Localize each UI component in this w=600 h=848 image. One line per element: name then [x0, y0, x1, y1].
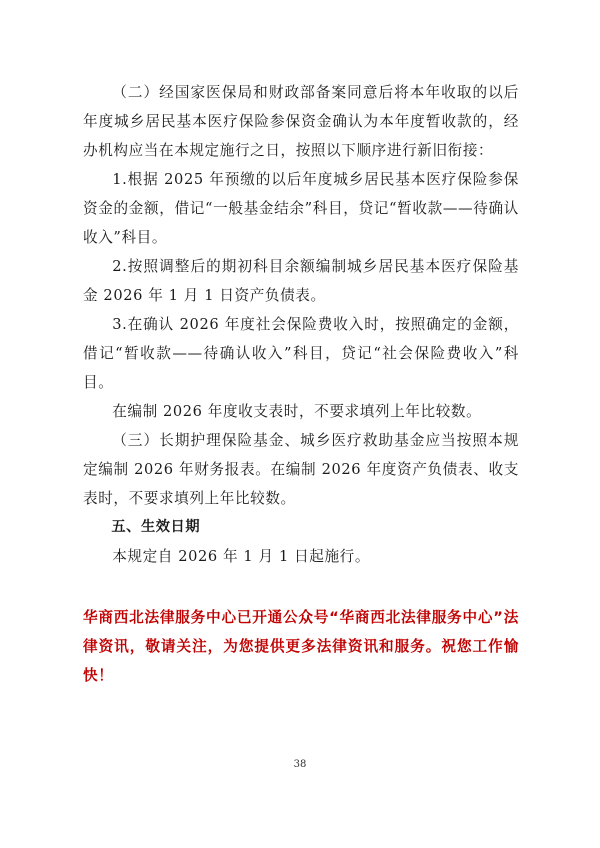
paragraph-step-1: 1.根据 2025 年预缴的以后年度城乡居民基本医疗保险参保资金的金额，借记“一般基金结余”科目，贷记“暂收款——待确认收入”科目。 — [83, 171, 519, 246]
document-body — [83, 78, 519, 571]
paragraph-step-2: 2.按照调整后的期初科目余额编制城乡居民基本医疗保险基金 2026 年 1 月 1 日资产负债表。 — [83, 258, 519, 304]
paragraph-step-3: 3.在确认 2026 年度社会保险费收入时，按照确定的金额，借记“暂收款——待确认收入”科目，贷记“社会保险费收入”科目。 — [83, 316, 519, 391]
paragraph-long-term-care: （三）长期护理保险基金、城乡医疗救助基金应当按照本规定编制 2026 年财务报表。在编制 2026 年度资产负债表、收支表时，不要求填列上年比较数。 — [83, 432, 519, 507]
paragraph-effective-date: 本规定自 2026 年 1 月 1 日起施行。 — [112, 548, 371, 565]
page-number: 38 — [293, 759, 307, 770]
service-notice: 华商西北法律服务中心已开通公众号“华商西北法律服务中心”法律资讯，敬请关注，为您提供更多法律资讯和服务。祝您工作愉快！ — [83, 609, 519, 684]
paragraph-transition-rules: （二）经国家医保局和财政部备案同意后将本年收取的以后年度城乡居民基本医疗保险参保资金确认为本年度暂收款的，经办机构应当在本规定施行之日，按照以下顺序进行新旧衔接： — [83, 84, 519, 159]
paragraph-comparison-note: 在编制 2026 年度收支表时，不要求填列上年比较数。 — [112, 403, 482, 420]
section-heading-effective-date: 五、生效日期 — [111, 519, 201, 535]
